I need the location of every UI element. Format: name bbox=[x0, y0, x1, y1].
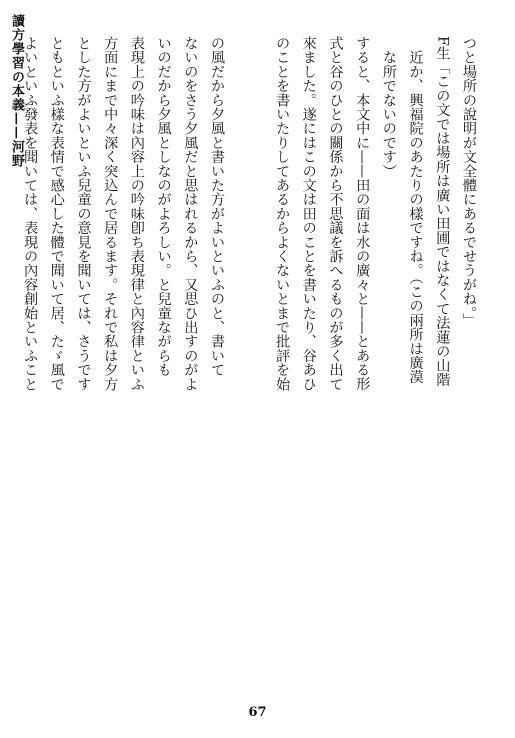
right-column-text: つと場所の說明が文全體にあるでせうがね。」 F生「この文では場所は廣い田圃ではなくて法蓮の山階 近か、興福院のあたりの樣ですね。（この兩所は廣漠 な所でないのです） すると、本文中に——田の面は水の廣々と——とある形 式と谷のひとの關係から不思議を訴へるものが多く出て 來ました。遂にはこの文は田のことを書いたり、谷あひ のことを書いたりしてあるからよくないとまで批評を始 bbox=[274, 36, 477, 391]
left-column-text: の風だから夕風と書いた方がよいといふのと、書いて ないのをさう夕風だと思はれるから、又思ひ出すのがよ いのだから夕風としなのがよろしい。と兒童ながらも 表現上の吟味は內容上の吟味卽ち表現律と內容律といふ 方面にまで中々深く突込んで居るます。それで私は夕方 とした方がよいといふ兒童の意見を聞いては、さうです ともといふ樣な表情で感心した體で聞いて居、たゞ風で よいといふ發表を聞いては、表現の內容創始といふこと bbox=[22, 36, 225, 391]
page-number: 67 bbox=[248, 705, 267, 720]
running-header: 讀方學習の本義——河野 bbox=[9, 14, 24, 168]
